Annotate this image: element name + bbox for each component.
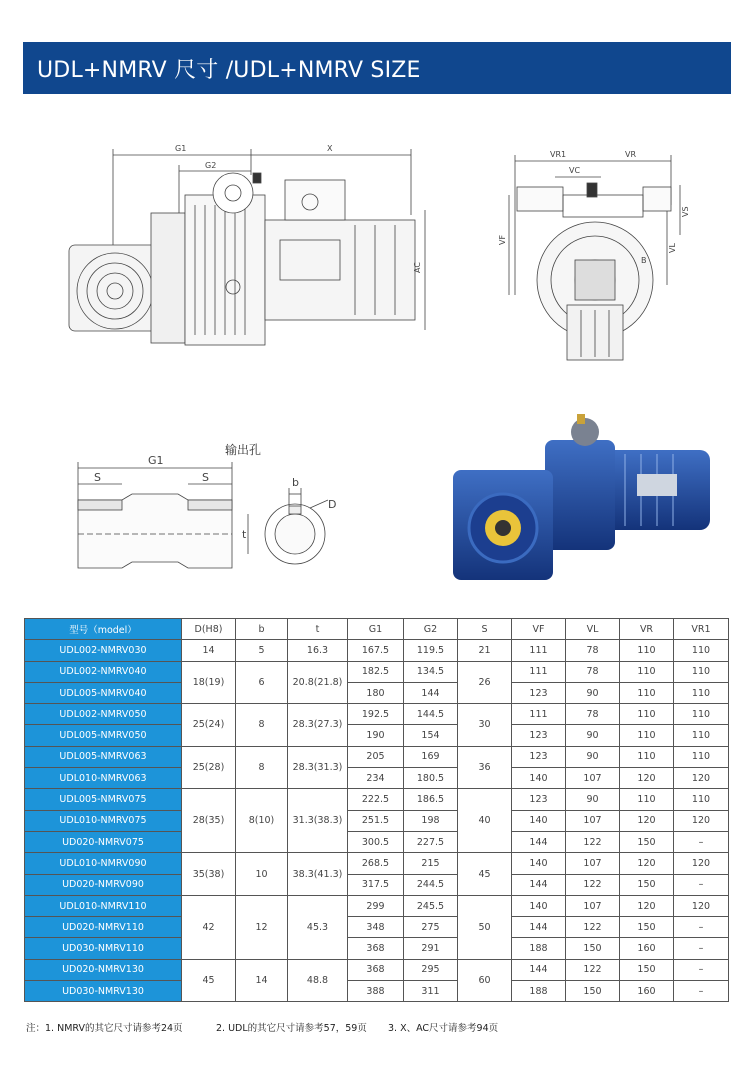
cell-g1: 222.5 [348, 789, 404, 810]
cell-t: 38.3(41.3) [288, 853, 348, 896]
table-row [25, 704, 729, 725]
cell-model: UDL002-NMRV040 [25, 661, 182, 682]
cell-vl: 150 [566, 938, 620, 959]
cell-s: 30 [458, 704, 512, 747]
cell-g1: 205 [348, 746, 404, 767]
spec-table-container [24, 618, 728, 1002]
cell-vr1: – [674, 938, 729, 959]
dim-vc-label: VC [569, 166, 581, 175]
dim-vr-label: VR [625, 150, 637, 159]
col-header-vr1: VR1 [674, 619, 729, 640]
cell-g1: 268.5 [348, 853, 404, 874]
cell-t: 48.8 [288, 959, 348, 1002]
cell-b: 12 [236, 895, 288, 959]
cell-vr: 110 [620, 789, 674, 810]
side-view-drawing [495, 145, 705, 375]
dim-vl-label: VL [668, 243, 677, 253]
cell-model: UDL005-NMRV063 [25, 746, 182, 767]
cell-vf: 111 [512, 704, 566, 725]
cell-g2: 215 [404, 853, 458, 874]
cell-model: UD020-NMRV130 [25, 959, 182, 980]
table-row [25, 938, 729, 959]
cell-vl: 107 [566, 895, 620, 916]
cell-t: 28.3(27.3) [288, 704, 348, 747]
cell-vl: 122 [566, 917, 620, 938]
table-row [25, 853, 729, 874]
cell-model: UDL010-NMRV063 [25, 768, 182, 789]
cell-d: 45 [182, 959, 236, 1002]
cell-vf: 123 [512, 746, 566, 767]
cell-vl: 122 [566, 874, 620, 895]
cell-g1: 388 [348, 981, 404, 1002]
output-hole-title: 输出孔 [225, 443, 262, 457]
cell-d: 35(38) [182, 853, 236, 896]
col-header-b: b [236, 619, 288, 640]
cell-vf: 144 [512, 959, 566, 980]
table-row [25, 959, 729, 980]
cell-vr1: 110 [674, 746, 729, 767]
cell-b: 5 [236, 640, 288, 661]
cell-g1: 317.5 [348, 874, 404, 895]
cell-vl: 122 [566, 831, 620, 852]
table-row [25, 874, 729, 895]
cell-d: 42 [182, 895, 236, 959]
footnote-3: 3. X、AC尺寸请参考94页 [388, 1023, 499, 1034]
cell-vr1: 110 [674, 789, 729, 810]
cell-vf: 140 [512, 853, 566, 874]
cell-vr: 150 [620, 959, 674, 980]
cell-vr: 120 [620, 895, 674, 916]
cell-vr: 160 [620, 981, 674, 1002]
cell-vl: 107 [566, 768, 620, 789]
cell-g1: 180 [348, 682, 404, 703]
cell-d: 18(19) [182, 661, 236, 704]
cell-vr: 110 [620, 661, 674, 682]
hole-d-label: D [328, 498, 337, 511]
cell-g1: 167.5 [348, 640, 404, 661]
hole-s-right-label: S [202, 471, 209, 484]
cell-vr1: – [674, 959, 729, 980]
cell-vr: 120 [620, 810, 674, 831]
cell-vl: 78 [566, 704, 620, 725]
cell-model: UDL005-NMRV075 [25, 789, 182, 810]
cell-vl: 90 [566, 682, 620, 703]
col-header-vl: VL [566, 619, 620, 640]
cell-d: 25(28) [182, 746, 236, 789]
cell-vf: 188 [512, 938, 566, 959]
cell-b: 14 [236, 959, 288, 1002]
cell-vl: 107 [566, 810, 620, 831]
cell-g2: 119.5 [404, 640, 458, 661]
cell-vr1: – [674, 917, 729, 938]
table-row [25, 917, 729, 938]
table-row [25, 746, 729, 767]
dim-x-label: X [327, 144, 333, 153]
cell-vr: 110 [620, 746, 674, 767]
cell-vr1: 110 [674, 640, 729, 661]
cell-g1: 182.5 [348, 661, 404, 682]
cell-model: UDL002-NMRV050 [25, 704, 182, 725]
cell-vr1: 120 [674, 895, 729, 916]
cell-g2: 245.5 [404, 895, 458, 916]
cell-vr1: 110 [674, 682, 729, 703]
dim-vs-label: VS [681, 206, 690, 217]
footnote-1: 注：1. NMRV的其它尺寸请参考24页 [26, 1023, 183, 1034]
col-header-t: t [288, 619, 348, 640]
cell-vf: 144 [512, 831, 566, 852]
cell-vl: 107 [566, 853, 620, 874]
hole-t-label: t [242, 528, 247, 541]
cell-s: 50 [458, 895, 512, 959]
table-row [25, 725, 729, 746]
cell-model: UDL010-NMRV110 [25, 895, 182, 916]
col-header-s: S [458, 619, 512, 640]
cell-vl: 78 [566, 661, 620, 682]
cell-g2: 144.5 [404, 704, 458, 725]
cell-vf: 111 [512, 640, 566, 661]
cell-d: 28(35) [182, 789, 236, 853]
cell-t: 20.8(21.8) [288, 661, 348, 704]
cell-t: 28.3(31.3) [288, 746, 348, 789]
cell-g1: 190 [348, 725, 404, 746]
table-row [25, 661, 729, 682]
cell-vf: 123 [512, 682, 566, 703]
dim-g2-label: G2 [205, 161, 217, 170]
spec-table [24, 618, 729, 1002]
cell-model: UD030-NMRV130 [25, 981, 182, 1002]
cell-g2: 311 [404, 981, 458, 1002]
dim-b-label: B [641, 256, 647, 265]
cell-g2: 186.5 [404, 789, 458, 810]
cell-vr: 160 [620, 938, 674, 959]
cell-vr: 120 [620, 768, 674, 789]
cell-b: 6 [236, 661, 288, 704]
cell-model: UD020-NMRV075 [25, 831, 182, 852]
cell-g2: 244.5 [404, 874, 458, 895]
cell-vf: 188 [512, 981, 566, 1002]
cell-vr: 110 [620, 640, 674, 661]
table-row [25, 895, 729, 916]
cell-vf: 123 [512, 789, 566, 810]
table-row [25, 981, 729, 1002]
cell-g2: 154 [404, 725, 458, 746]
cell-vr1: 120 [674, 853, 729, 874]
cell-s: 60 [458, 959, 512, 1002]
cell-g2: 144 [404, 682, 458, 703]
cell-vr1: 110 [674, 704, 729, 725]
hole-s-left-label: S [94, 471, 101, 484]
cell-vf: 111 [512, 661, 566, 682]
table-row [25, 831, 729, 852]
cell-b: 10 [236, 853, 288, 896]
cell-vr: 150 [620, 874, 674, 895]
cell-d: 25(24) [182, 704, 236, 747]
cell-g2: 169 [404, 746, 458, 767]
cell-s: 26 [458, 661, 512, 704]
cell-g2: 180.5 [404, 768, 458, 789]
cell-vr1: – [674, 874, 729, 895]
cell-vl: 122 [566, 959, 620, 980]
dim-g1-label: G1 [175, 144, 187, 153]
cell-vf: 144 [512, 917, 566, 938]
cell-vr: 150 [620, 831, 674, 852]
cell-g2: 227.5 [404, 831, 458, 852]
cell-vl: 78 [566, 640, 620, 661]
cell-g2: 295 [404, 959, 458, 980]
table-row [25, 640, 729, 661]
cell-t: 31.3(38.3) [288, 789, 348, 853]
cell-vr1: 110 [674, 725, 729, 746]
col-header-g2: G2 [404, 619, 458, 640]
dim-vf-label: VF [498, 234, 507, 245]
cell-s: 21 [458, 640, 512, 661]
cell-vr: 150 [620, 917, 674, 938]
cell-model: UD020-NMRV110 [25, 917, 182, 938]
hole-b-label: b [292, 476, 299, 489]
cell-model: UD030-NMRV110 [25, 938, 182, 959]
table-row [25, 789, 729, 810]
cell-d: 14 [182, 640, 236, 661]
cell-vf: 144 [512, 874, 566, 895]
cell-model: UDL002-NMRV030 [25, 640, 182, 661]
cell-s: 36 [458, 746, 512, 789]
cell-g1: 192.5 [348, 704, 404, 725]
col-header-vr: VR [620, 619, 674, 640]
dim-vr1-label: VR1 [550, 150, 567, 159]
cell-s: 45 [458, 853, 512, 896]
cell-vr1: – [674, 831, 729, 852]
dim-ac-label: AC [413, 262, 422, 273]
output-hole-drawing [60, 438, 360, 578]
table-header-row [25, 619, 729, 640]
cell-g1: 234 [348, 768, 404, 789]
table-row [25, 682, 729, 703]
cell-vr1: – [674, 981, 729, 1002]
cell-vr: 110 [620, 725, 674, 746]
cell-g1: 368 [348, 938, 404, 959]
cell-vr1: 120 [674, 768, 729, 789]
cell-g1: 300.5 [348, 831, 404, 852]
cell-vf: 140 [512, 895, 566, 916]
cell-g1: 299 [348, 895, 404, 916]
cell-model: UDL005-NMRV040 [25, 682, 182, 703]
table-row [25, 768, 729, 789]
col-header-vf: VF [512, 619, 566, 640]
cell-g1: 251.5 [348, 810, 404, 831]
table-row [25, 810, 729, 831]
cell-b: 8 [236, 746, 288, 789]
cell-t: 16.3 [288, 640, 348, 661]
footnote-2: 2. UDL的其它尺寸请参考57，59页 [216, 1023, 367, 1034]
page-title: UDL+NMRV 尺寸 /UDL+NMRV SIZE [37, 58, 421, 83]
cell-g1: 348 [348, 917, 404, 938]
cell-vl: 90 [566, 725, 620, 746]
title-banner [23, 42, 731, 94]
cell-g2: 275 [404, 917, 458, 938]
cell-model: UDL005-NMRV050 [25, 725, 182, 746]
cell-vl: 90 [566, 746, 620, 767]
cell-g2: 198 [404, 810, 458, 831]
cell-vr: 110 [620, 704, 674, 725]
hole-g1-label: G1 [148, 454, 164, 467]
cell-vr: 120 [620, 853, 674, 874]
cell-b: 8(10) [236, 789, 288, 853]
col-header-d: D(H8) [182, 619, 236, 640]
cell-vr1: 110 [674, 661, 729, 682]
cell-model: UD020-NMRV090 [25, 874, 182, 895]
cell-vf: 140 [512, 768, 566, 789]
col-header-g1: G1 [348, 619, 404, 640]
cell-vr1: 120 [674, 810, 729, 831]
cell-g2: 134.5 [404, 661, 458, 682]
front-view-drawing [55, 135, 435, 375]
cell-g2: 291 [404, 938, 458, 959]
cell-model: UDL010-NMRV075 [25, 810, 182, 831]
cell-b: 8 [236, 704, 288, 747]
cell-s: 40 [458, 789, 512, 853]
cell-model: UDL010-NMRV090 [25, 853, 182, 874]
cell-vr: 110 [620, 682, 674, 703]
cell-vf: 140 [512, 810, 566, 831]
cell-vl: 90 [566, 789, 620, 810]
cell-g1: 368 [348, 959, 404, 980]
cell-t: 45.3 [288, 895, 348, 959]
cell-vl: 150 [566, 981, 620, 1002]
cell-vf: 123 [512, 725, 566, 746]
gearmotor-photo-icon [445, 410, 725, 590]
col-header-model: 型号（model） [25, 619, 182, 640]
